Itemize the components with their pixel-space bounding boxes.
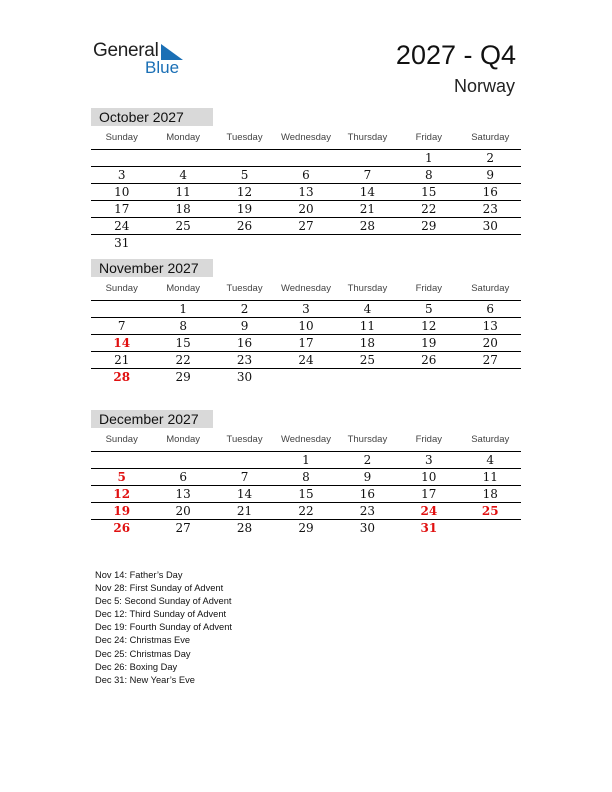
day-cell: 31 — [420, 521, 438, 535]
day-cell: 30 — [482, 219, 498, 233]
day-cell: 9 — [486, 168, 495, 182]
weekday-label: Thursday — [347, 132, 388, 143]
holiday-item: Nov 28: First Sunday of Advent — [95, 583, 224, 594]
day-cell: 26 — [236, 219, 253, 233]
day-cell: 14 — [236, 487, 253, 501]
week-row — [91, 184, 521, 201]
day-cell: 3 — [302, 302, 310, 316]
week-row — [91, 486, 521, 503]
week-row — [91, 318, 521, 335]
week-row — [91, 201, 521, 218]
weekday-label: Friday — [415, 434, 443, 445]
day-cell — [91, 452, 152, 468]
day-cell: 16 — [236, 336, 253, 350]
day-cell: 23 — [359, 504, 376, 518]
month-title: November 2027 — [91, 259, 213, 277]
month-title: October 2027 — [91, 108, 213, 126]
day-cell: 25 — [175, 219, 191, 233]
logo-word-general: General — [93, 40, 159, 61]
day-cell: 13 — [298, 185, 314, 199]
month-calendar — [91, 259, 521, 385]
week-row — [91, 301, 521, 318]
day-cell: 17 — [298, 336, 314, 350]
day-cell — [91, 301, 152, 317]
day-cell: 19 — [113, 504, 131, 518]
week-row — [91, 503, 521, 520]
holiday-item: Nov 14: Father’s Day — [95, 570, 183, 580]
weekday-label: Thursday — [347, 434, 388, 445]
day-cell: 28 — [359, 219, 376, 233]
weekday-label: Tuesday — [226, 283, 263, 294]
day-cell: 1 — [425, 151, 433, 165]
day-cell — [460, 520, 521, 536]
day-cell: 2 — [486, 151, 495, 165]
day-cell: 26 — [113, 521, 131, 535]
weekday-label: Saturday — [471, 434, 510, 445]
day-cell — [337, 150, 398, 166]
day-cell: 13 — [482, 319, 498, 333]
holiday-item: Dec 25: Christmas Day — [95, 648, 191, 659]
holiday-item: Dec 19: Fourth Sunday of Advent — [95, 622, 232, 633]
weekday-label: Tuesday — [226, 132, 263, 143]
day-cell: 22 — [175, 353, 191, 367]
weekday-label: Sunday — [105, 283, 138, 294]
logo-word-blue: Blue — [145, 58, 180, 77]
day-cell: 12 — [113, 487, 131, 501]
day-cell: 22 — [298, 504, 314, 518]
month-calendar — [91, 108, 521, 251]
day-cell: 29 — [421, 219, 437, 233]
day-cell: 9 — [240, 319, 249, 333]
day-cell: 15 — [421, 185, 437, 199]
day-cell: 28 — [236, 521, 253, 535]
day-cell: 21 — [236, 504, 253, 518]
day-cell: 16 — [359, 487, 376, 501]
week-row — [91, 369, 521, 385]
day-cell: 11 — [175, 185, 191, 199]
day-cell: 11 — [482, 470, 498, 484]
day-cell: 8 — [179, 319, 187, 333]
weekday-label: Tuesday — [226, 434, 263, 445]
day-cell: 4 — [179, 168, 187, 182]
day-cell: 14 — [359, 185, 376, 199]
day-cell: 1 — [179, 302, 187, 316]
day-cell: 15 — [175, 336, 191, 350]
weekday-label: Thursday — [347, 283, 388, 294]
day-cell: 29 — [298, 521, 314, 535]
day-cell — [275, 369, 336, 385]
weekday-label: Friday — [415, 132, 443, 143]
day-cell: 25 — [359, 353, 376, 367]
day-cell: 7 — [363, 168, 372, 182]
day-cell: 10 — [421, 470, 437, 484]
day-cell — [337, 235, 398, 251]
holiday-item: Dec 5: Second Sunday of Advent — [95, 596, 232, 607]
day-cell: 30 — [236, 370, 253, 384]
week-row — [91, 218, 521, 235]
weekday-label: Wednesday — [280, 132, 331, 143]
day-cell — [337, 369, 398, 385]
day-cell: 29 — [175, 370, 191, 384]
day-cell: 6 — [179, 470, 187, 484]
weekday-label: Monday — [166, 132, 201, 143]
day-cell — [152, 235, 213, 251]
weekday-label: Sunday — [105, 434, 138, 445]
weekday-label: Monday — [166, 283, 201, 294]
day-cell: 27 — [175, 521, 191, 535]
day-cell: 8 — [302, 470, 310, 484]
day-cell: 5 — [117, 470, 126, 484]
holiday-item: Dec 26: Boxing Day — [95, 661, 178, 672]
day-cell: 24 — [114, 219, 130, 233]
day-cell: 3 — [425, 453, 433, 467]
week-row — [91, 235, 521, 251]
day-cell: 8 — [425, 168, 433, 182]
weekday-label: Friday — [415, 283, 443, 294]
day-cell: 7 — [117, 319, 126, 333]
week-row — [91, 352, 521, 369]
day-cell — [214, 235, 275, 251]
day-cell — [275, 150, 336, 166]
day-cell: 5 — [425, 302, 433, 316]
day-cell: 31 — [114, 236, 130, 250]
weekday-label: Wednesday — [280, 283, 331, 294]
day-cell: 6 — [486, 302, 495, 316]
day-cell: 19 — [236, 202, 253, 216]
month-title: December 2027 — [91, 410, 213, 428]
day-cell: 5 — [240, 168, 249, 182]
day-cell: 25 — [481, 504, 499, 518]
holiday-list — [95, 569, 232, 687]
day-cell — [152, 452, 213, 468]
week-row — [91, 335, 521, 352]
day-cell — [214, 452, 275, 468]
weekday-label: Saturday — [471, 132, 510, 143]
weekday-header-row — [91, 434, 521, 452]
week-row — [91, 469, 521, 486]
day-cell: 30 — [359, 521, 376, 535]
day-cell: 12 — [421, 319, 437, 333]
week-row — [91, 520, 521, 536]
day-cell: 26 — [421, 353, 437, 367]
day-cell: 19 — [421, 336, 437, 350]
day-cell: 14 — [113, 336, 131, 350]
day-cell: 16 — [482, 185, 498, 199]
country-label: Norway — [453, 76, 515, 96]
day-cell: 4 — [486, 453, 495, 467]
day-cell: 17 — [114, 202, 130, 216]
day-cell: 1 — [302, 453, 310, 467]
day-cell: 24 — [420, 504, 438, 518]
day-cell: 17 — [421, 487, 437, 501]
day-cell — [214, 150, 275, 166]
week-row — [91, 167, 521, 184]
day-cell: 9 — [363, 470, 372, 484]
day-cell: 18 — [359, 336, 376, 350]
day-cell — [460, 369, 521, 385]
day-cell: 10 — [298, 319, 314, 333]
day-cell: 27 — [298, 219, 314, 233]
day-cell: 7 — [240, 470, 249, 484]
holiday-item: Dec 12: Third Sunday of Advent — [95, 609, 227, 620]
day-cell: 20 — [175, 504, 191, 518]
day-cell: 28 — [113, 370, 131, 384]
day-cell: 21 — [359, 202, 376, 216]
day-cell: 11 — [359, 319, 376, 333]
day-cell: 22 — [421, 202, 437, 216]
day-cell — [91, 150, 152, 166]
day-cell: 15 — [298, 487, 314, 501]
weekday-label: Wednesday — [280, 434, 331, 445]
day-cell: 2 — [363, 453, 372, 467]
holiday-item: Dec 31: New Year’s Eve — [95, 674, 195, 685]
day-cell: 20 — [298, 202, 314, 216]
day-cell: 27 — [482, 353, 498, 367]
day-cell: 24 — [298, 353, 314, 367]
day-cell: 18 — [175, 202, 191, 216]
day-cell: 23 — [482, 202, 498, 216]
week-row — [91, 452, 521, 469]
day-cell: 23 — [236, 353, 253, 367]
weekday-label: Monday — [166, 434, 201, 445]
day-cell: 4 — [363, 302, 372, 316]
day-cell — [460, 235, 521, 251]
day-cell: 6 — [302, 168, 310, 182]
day-cell: 3 — [117, 168, 126, 182]
weekday-label: Sunday — [105, 132, 138, 143]
day-cell — [152, 150, 213, 166]
day-cell: 12 — [236, 185, 253, 199]
day-cell: 10 — [114, 185, 130, 199]
day-cell: 21 — [114, 353, 130, 367]
page-title: 2027 - Q4 — [395, 40, 516, 70]
holiday-item: Dec 24: Christmas Eve — [95, 635, 191, 646]
day-cell: 20 — [482, 336, 498, 350]
day-cell: 13 — [175, 487, 191, 501]
day-cell: 18 — [482, 487, 498, 501]
weekday-header-row — [91, 132, 521, 150]
weekday-header-row — [91, 283, 521, 301]
day-cell — [275, 235, 336, 251]
day-cell — [398, 369, 459, 385]
week-row — [91, 150, 521, 167]
day-cell — [398, 235, 459, 251]
logo — [93, 40, 193, 80]
weekday-label: Saturday — [471, 283, 510, 294]
month-calendar — [91, 410, 521, 536]
day-cell: 2 — [240, 302, 249, 316]
